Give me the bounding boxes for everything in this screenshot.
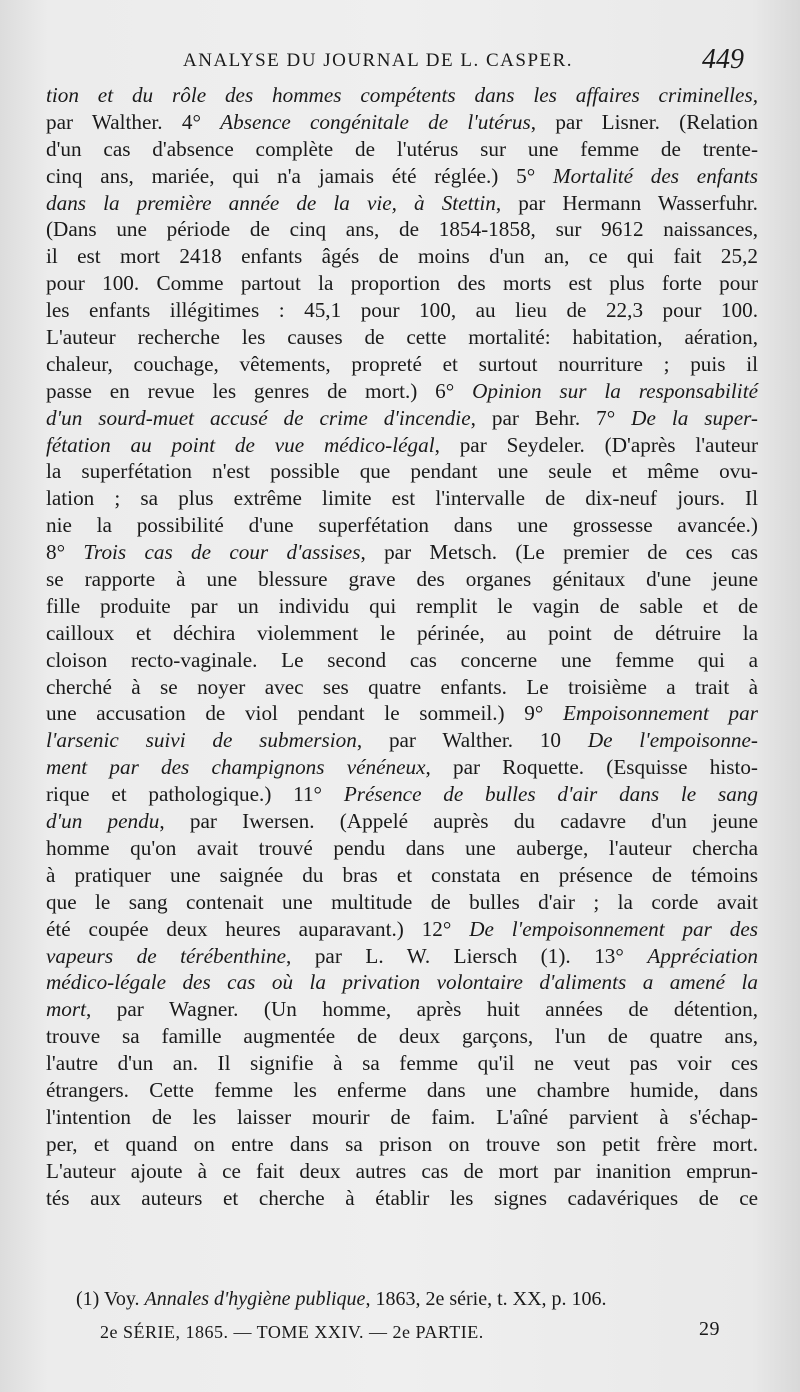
italic-title: tion et du rôle des hommes compétents dans les affaires criminelles, — [46, 83, 758, 107]
line-text: , par Iwersen. (Appelé auprès du cadavre d'un jeune — [159, 809, 758, 834]
text-line — [46, 458, 758, 485]
text-line — [46, 378, 758, 405]
footnote-reference: , 1863, 2e série, t. XX, p. 106. — [365, 1288, 607, 1310]
text-line — [46, 1131, 758, 1158]
text-line — [46, 297, 758, 324]
text-line — [46, 674, 758, 701]
text-line — [46, 324, 758, 351]
text-line — [46, 539, 758, 566]
text-line — [46, 1104, 758, 1131]
text-line — [46, 808, 758, 835]
line-text: , par Walther. 10 — [356, 728, 588, 753]
italic-title: Présence de bulles d'air dans le sang — [343, 782, 758, 807]
line-text: la superfétation n'est possible que pendant une seule et même ovu- — [46, 459, 758, 484]
line-text: (Dans une période de cinq ans, de 1854-1858, sur 9612 naissances, — [46, 217, 758, 242]
text-line — [46, 270, 758, 297]
text-line — [46, 835, 758, 862]
line-text: que le sang contenait une multitude de bulles d'air ; la corde avait — [46, 889, 758, 914]
italic-title: ment par des champignons vénéneux — [46, 755, 426, 780]
line-text: , par Seydeler. (D'après l'auteur — [434, 432, 758, 457]
footnote-marker: (1) — [76, 1288, 100, 1310]
line-text: passe en revue les genres de mort.) 6° — [46, 378, 473, 403]
italic-title: Opinion sur la responsabilité — [472, 378, 758, 403]
italic-title: vapeurs de térébenthine — [46, 943, 287, 968]
text-line — [46, 889, 758, 916]
italic-title: mort — [46, 997, 87, 1022]
signature-number: 29 — [699, 1318, 720, 1340]
text-line — [46, 485, 758, 512]
italic-title: Appréciation — [647, 943, 758, 968]
text-line — [46, 969, 758, 996]
line-text: , par Wagner. (Un homme, après huit années de détention, — [86, 997, 758, 1022]
line-text: , par Roquette. (Esquisse histo- — [425, 755, 758, 780]
line-text: trouve sa famille augmentée de deux garçons, l'un de quatre ans, — [46, 1024, 758, 1049]
text-line — [46, 1185, 758, 1212]
text-line — [46, 109, 758, 136]
italic-title: Absence congénitale de l'utérus — [220, 109, 531, 134]
line-text: il est mort 2418 enfants âgés de moins d'un an, ce qui fait 25,2 — [46, 244, 758, 269]
line-text: , par Hermann Wasserfuhr. — [495, 190, 758, 215]
line-text: tés aux auteurs et cherche à établir les signes cadavériques de ce — [46, 1185, 758, 1210]
line-text: fille produite par un individu qui remplit le vagin de sable et de — [46, 593, 758, 618]
text-line — [46, 136, 758, 163]
line-text: , par Lisner. (Relation — [530, 109, 758, 134]
text-line — [46, 163, 758, 190]
line-text: par Walther. 4° — [46, 109, 221, 134]
line-text: , par Behr. 7° — [470, 405, 632, 430]
line-text: nie la possibilité d'une superfétation dans une grossesse avancée.) — [46, 513, 758, 538]
text-line — [46, 351, 758, 378]
text-line — [46, 1023, 758, 1050]
italic-title: d'un sourd-muet accusé de crime d'incendie — [46, 405, 471, 430]
text-line — [46, 727, 758, 754]
text-line — [46, 943, 758, 970]
text-line — [46, 620, 758, 647]
italic-title: Mortalité des enfants — [552, 163, 758, 188]
text-line — [46, 862, 758, 889]
italic-title: dans la première année de la vie, à Stettin — [46, 190, 496, 215]
line-text: L'auteur recherche les causes de cette mortalité: habitation, aération, — [46, 325, 758, 350]
text-line — [46, 405, 758, 432]
series-volume-info: 2e SÉRIE, 1865. — TOME XXIV. — 2e PARTIE. — [100, 1322, 484, 1342]
text-line — [46, 593, 758, 620]
line-text: cinq ans, mariée, qui n'a jamais été réglée.) 5° — [46, 163, 553, 188]
signature-line — [100, 1318, 720, 1350]
running-title: ANALYSE DU JOURNAL DE L. CASPER. — [183, 50, 574, 71]
text-line — [46, 512, 758, 539]
line-text: l'intention de les laisser mourir de faim. L'aîné parvient à s'échap- — [46, 1104, 758, 1129]
line-text: d'un cas d'absence complète de l'utérus sur une femme de trente- — [46, 136, 758, 161]
text-line — [46, 190, 758, 217]
line-text: lation ; sa plus extrême limite est l'intervalle de dix-neuf jours. Il — [46, 486, 758, 511]
line-text: cherché à se noyer avec ses quatre enfants. Le troisième a trait à — [46, 674, 758, 699]
footnote-journal-title: Annales d'hygiène publique — [144, 1288, 366, 1310]
footnote — [76, 1288, 766, 1311]
line-text: les enfants illégitimes : 45,1 pour 100, au lieu de 22,3 pour 100. — [46, 298, 758, 323]
page-number: 449 — [702, 44, 744, 75]
line-text: , par L. W. Liersch (1). 13° — [286, 943, 648, 968]
line-text: à pratiquer une saignée du bras et constata en présence de témoins — [46, 862, 758, 887]
line-text: homme qu'on avait trouvé pendu dans une auberge, l'auteur chercha — [46, 835, 758, 860]
footnote-text: Voy. — [99, 1288, 145, 1310]
text-line — [46, 754, 758, 781]
line-text: cloison recto-vaginale. Le second cas concerne une femme qui a — [46, 647, 758, 672]
italic-title: l'arsenic suivi de submersion — [46, 728, 357, 753]
italic-title: De l'empoisonne- — [587, 728, 758, 753]
line-text: été coupée deux heures auparavant.) 12° — [46, 916, 470, 941]
text-line — [46, 243, 758, 270]
line-text: se rapporte à une blessure grave des organes génitaux d'une jeune — [46, 567, 758, 592]
text-line — [46, 781, 758, 808]
line-text: l'autre d'un an. Il signifie à sa femme qu'il ne veut pas voir ces — [46, 1051, 758, 1076]
text-line — [46, 432, 758, 459]
italic-title: Empoisonnement par — [562, 701, 758, 726]
italic-title: fétation au point de vue médico-légal — [46, 432, 435, 457]
text-line — [46, 566, 758, 593]
text-line — [46, 1050, 758, 1077]
line-text: cailloux et déchira violemment le périnée, au point de détruire la — [46, 620, 758, 645]
running-header — [0, 42, 800, 82]
text-line — [46, 216, 758, 243]
text-line — [46, 700, 758, 727]
line-text: per, et quand on entre dans sa prison on trouve son petit frère mort. — [46, 1131, 758, 1156]
text-line — [46, 1158, 758, 1185]
line-text: une accusation de viol pendant le sommeil.) 9° — [46, 701, 563, 726]
italic-title: De l'empoisonnement par des — [469, 916, 758, 941]
text-line — [46, 1077, 758, 1104]
line-text: chaleur, couchage, vêtements, propreté et surtout nourriture ; puis il — [46, 351, 758, 376]
text-line — [46, 916, 758, 943]
italic-title: Trois cas de cour d'assises — [83, 540, 361, 565]
text-line — [46, 996, 758, 1023]
italic-title: d'un pendu — [46, 809, 160, 834]
body-text — [46, 82, 758, 1211]
text-line — [46, 647, 758, 674]
text-line — [46, 82, 758, 109]
line-text: L'auteur ajoute à ce fait deux autres cas de mort par inanition emprun- — [46, 1158, 758, 1183]
italic-title: De la super- — [631, 405, 758, 430]
line-text: pour 100. Comme partout la proportion des morts est plus forte pour — [46, 271, 758, 296]
italic-title: médico-légale des cas où la privation volontaire d'aliments a amené la — [46, 970, 758, 995]
line-text: étrangers. Cette femme les enferme dans une chambre humide, dans — [46, 1077, 758, 1102]
line-text: , par Metsch. (Le premier de ces cas — [360, 540, 758, 565]
line-text: 8° — [46, 540, 84, 565]
line-text: rique et pathologique.) 11° — [46, 782, 344, 807]
